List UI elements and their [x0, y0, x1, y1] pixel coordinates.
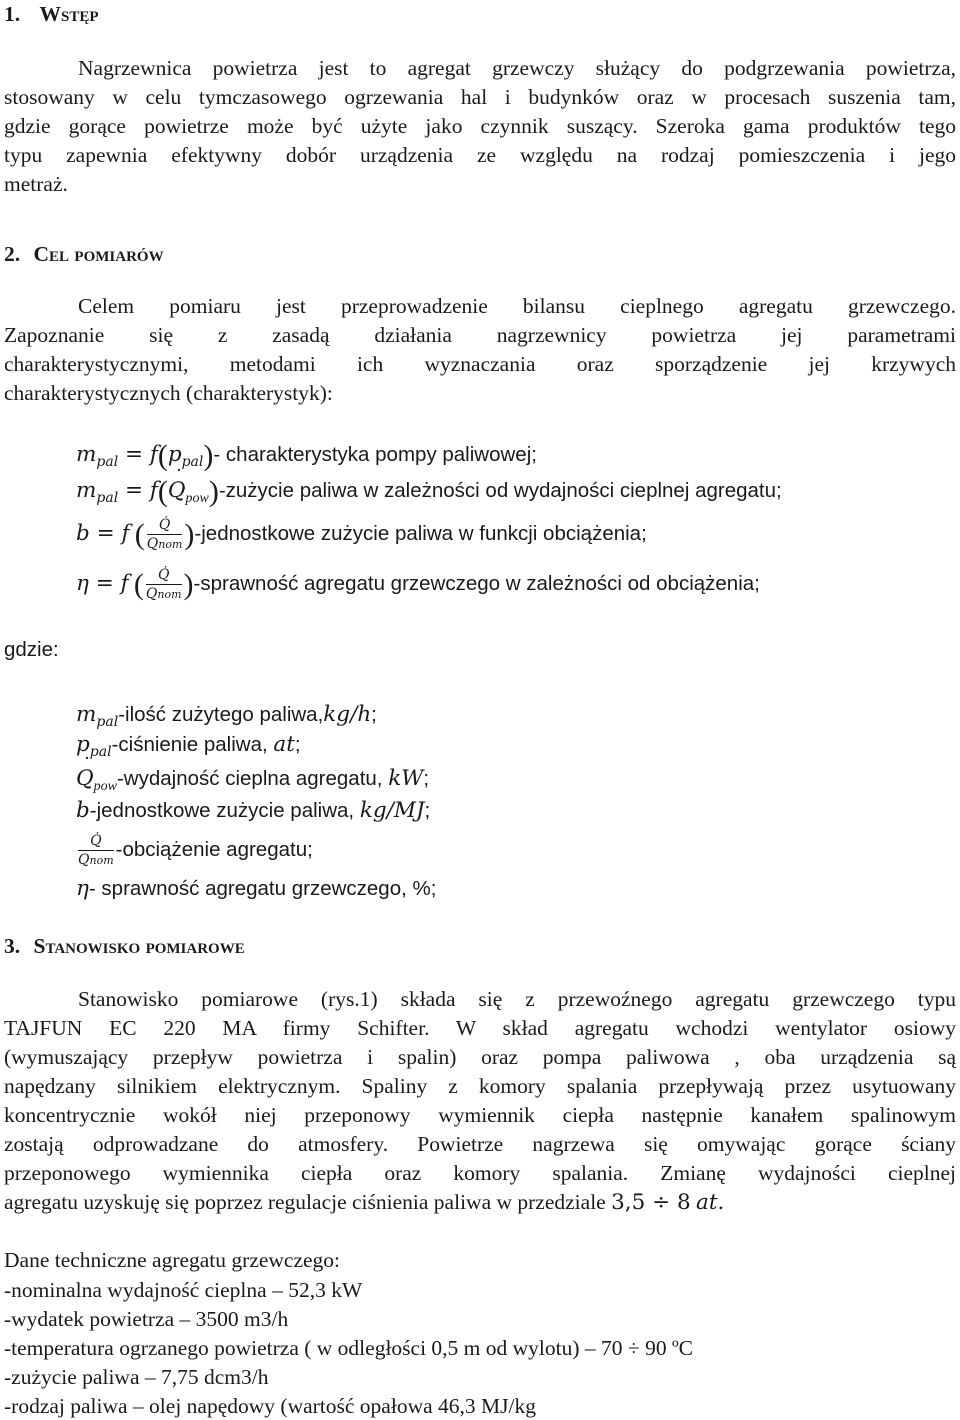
paragraph-line: przeponowego wymiennika ciepła oraz komory spalania. Zmianę wydajności cieplnej [4, 1161, 956, 1185]
section-number: 2. [4, 242, 21, 266]
section-title: Stanowisko pomiarowe [33, 934, 245, 958]
definition-line: ˙ $Q_{pow}$-wydajność cieplna agregatu, kW; [76, 764, 429, 801]
paragraph-line: Zapoznanie się z zasadą działania nagrzewnicy powietrza jej parametrami [4, 323, 956, 347]
formula-description: - charakterystyka pompy paliwowej; [213, 443, 537, 466]
paragraph-line: zostają odprowadzane do atmosfery. Powietrze nagrzewa się omywając gorące ściany [4, 1132, 956, 1156]
section-heading-2 [4, 240, 164, 268]
paragraph-line: metraż. [4, 172, 68, 196]
section-heading-1 [4, 0, 99, 28]
paragraph-line: charakterystycznymi, metodami ich wyznaczania oraz sporządzenie jej krzywych [4, 352, 956, 376]
formula-description: -sprawność agregatu grzewczego w zależności od obciążenia; [193, 571, 760, 595]
definition-line: $m_{pal}$-ilość zużytego paliwa,kg/h; [76, 702, 377, 730]
paragraph-line: (wymuszający przepływ powietrza i spalin) oraz pompa paliwowa , oba urządzenia są [4, 1045, 956, 1069]
formula-description: -jednostkowe zużycie paliwa w funkcji obciążenia; [194, 521, 647, 545]
formula-line: $m_{pal} = f(p_{pal})-$ charakterystyka pompy paliwowej; [76, 439, 537, 472]
gdzie-label: gdzie: [4, 638, 59, 661]
formula-line: $m_{pal}$ = f(˙ $Q_{pow}$)-zużycie paliwa w zależności od wydajności cieplnej agregatu; [76, 476, 782, 513]
section-number: 1. [4, 2, 21, 26]
paragraph-line: agregatu uzyskuję się poprzez regulacje ciśnienia paliwa w przedziale 3,5 ÷ 8 at. [4, 1190, 725, 1215]
section-number: 3. [4, 934, 21, 958]
paragraph-line: charakterystycznych (charakterystyk): [4, 381, 333, 405]
section-heading-3 [4, 932, 245, 960]
formula-line: η = f ( $\frac{Q̇}{\text{Qnom}}$ )-sprawność agregatu grzewczego w zależności od obciążenia; [76, 567, 760, 602]
definition-line: η- sprawność agregatu grzewczego, %; [76, 876, 437, 901]
paragraph-line: stosowany w celu tymczasowego ogrzewania hal i budynków oraz w procesach suszenia tam, [4, 85, 956, 109]
paragraph-line: typu zapewnia efektywny dobór urządzenia ze względu na rodzaj pomieszczenia i jego [4, 143, 956, 167]
pressure-range: 3,5 ÷ 8 [611, 1190, 691, 1215]
tech-data-item: -nominalna wydajność cieplna – 52,3 kW [4, 1278, 363, 1302]
definition-line: $\frac{Q̇}{\text{Qnom}}$ -obciążenie agregatu; [78, 833, 313, 868]
paragraph-line: koncentrycznie wokół niej przeponowy wymiennik ciepła następnie kanałem spalinowym [4, 1103, 956, 1127]
formula-line: b = f ( $\frac{Q̇}{\text{Qnom}}$ )-jednostkowe zużycie paliwa w funkcji obciążenia; [76, 517, 647, 552]
definition-line: $p_{pal}$-ciśnienie paliwa, at; [76, 732, 301, 760]
tech-data-item: -zużycie paliwa – 7,75 dcm3/h [4, 1365, 269, 1389]
tech-data-item: -wydatek powietrza – 3500 m3/h [4, 1307, 289, 1331]
paragraph-line: gdzie gorące powietrze może być użyte jako czynnik suszący. Szeroka gama produktów tego [4, 114, 956, 138]
paragraph-line: Celem pomiaru jest przeprowadzenie bilansu cieplnego agregatu grzewczego. [78, 294, 956, 318]
paragraph-line: TAJFUN EC 220 MA firmy Schifter. W skład agregatu wchodzi wentylator osiowy [4, 1016, 956, 1040]
paragraph-line: Nagrzewnica powietrza jest to agregat grzewczy służący do podgrzewania powietrza, [78, 56, 956, 80]
tech-data-item: -temperatura ogrzanego powietrza ( w odległości 0,5 m od wylotu) – 70 ÷ 90 ºC [4, 1336, 693, 1360]
formula-description: -zużycie paliwa w zależności od wydajności cieplnej agregatu; [218, 479, 782, 502]
section-title: Wstęp [39, 2, 99, 26]
pressure-unit: at. [696, 1190, 725, 1215]
definition-line: b-jednostkowe zużycie paliwa, kg/MJ; [76, 798, 431, 823]
paragraph-line: napędzany silnikiem elektrycznym. Spaliny z komory spalania przepływają przez usytuowany [4, 1074, 956, 1098]
section-title: Cel pomiarów [33, 242, 164, 266]
tech-data-title: Dane techniczne agregatu grzewczego: [4, 1248, 341, 1272]
paragraph-line: Stanowisko pomiarowe (rys.1) składa się z przewoźnego agregatu grzewczego typu [78, 987, 956, 1011]
tech-data-item: -rodzaj paliwa – olej napędowy (wartość opałowa 46,3 MJ/kg [4, 1394, 536, 1418]
